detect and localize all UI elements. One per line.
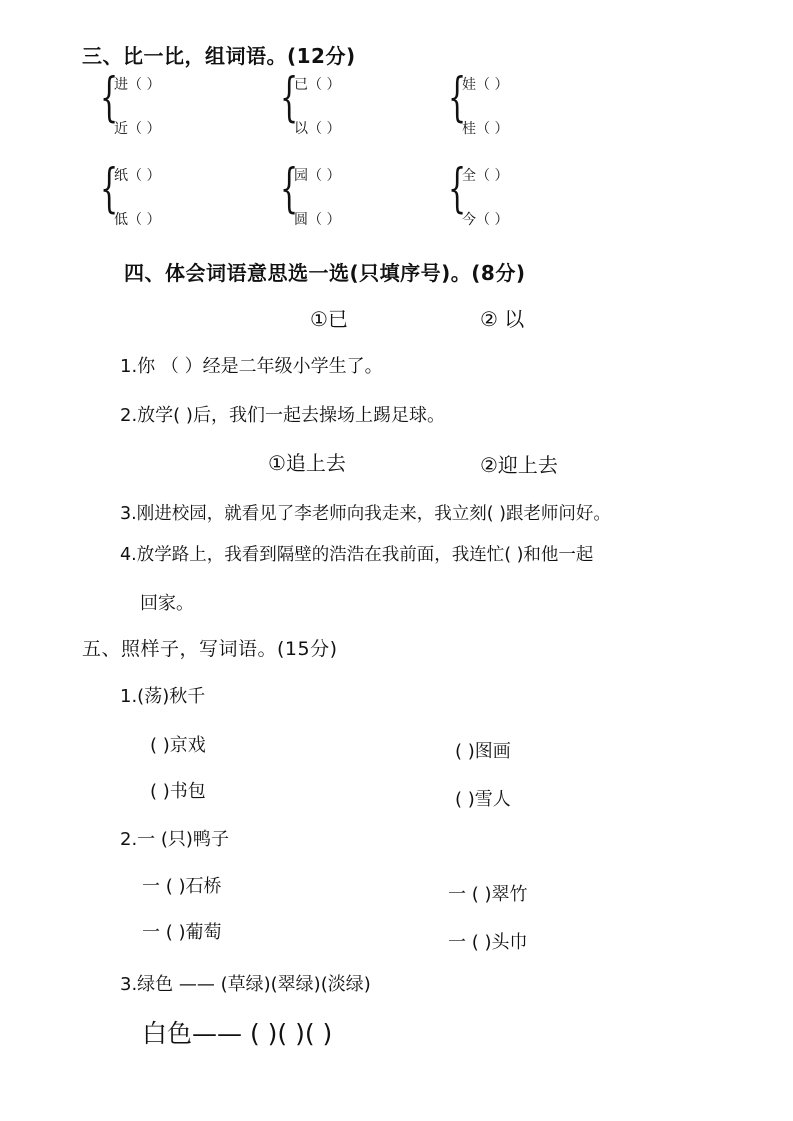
part-1-item-3: ( )书包 — [150, 781, 206, 802]
part-2-item-3: 一 ( )葡萄 — [142, 922, 222, 943]
brace-icon: { — [100, 68, 119, 128]
option-1: ①已 — [310, 307, 348, 331]
word-pair-1 — [100, 68, 210, 137]
word-pair-top: 纸（ ） — [114, 168, 161, 184]
word-pair-6 — [448, 159, 558, 228]
section-3-heading: 三、比一比，组词语。(12分) — [82, 44, 356, 68]
word-pair-bottom: 近（ ） — [114, 121, 161, 137]
part-3-answer-line: 白色—— ( )( )( ) — [142, 1019, 333, 1048]
brace-icon: { — [100, 159, 119, 219]
word-pair-bottom: 圆（ ） — [294, 212, 341, 228]
word-pair-top: 娃（ ） — [462, 77, 509, 93]
option-4: ②迎上去 — [480, 453, 558, 477]
word-pair-bottom: 今（ ） — [462, 212, 509, 228]
option-2: ② 以 — [480, 307, 525, 331]
brace-icon: { — [280, 159, 299, 219]
word-pair-top: 已（ ） — [294, 77, 341, 93]
word-pair-bottom: 以（ ） — [294, 121, 341, 137]
part-2-item-1: 一 ( )石桥 — [142, 876, 222, 897]
brace-icon: { — [448, 68, 467, 128]
question-4: 4.放学路上，我看到隔壁的浩浩在我前面，我连忙( )和他一起 — [120, 545, 594, 565]
section-4-heading: 四、体会词语意思选一选(只填序号)。(8分) — [124, 261, 526, 285]
word-pair-2 — [280, 68, 390, 137]
part-2-item-4: 一 ( )头巾 — [448, 932, 528, 953]
word-pair-top: 全（ ） — [462, 168, 509, 184]
part-1-item-1: ( )京戏 — [150, 735, 206, 756]
question-4-continued: 回家。 — [140, 593, 194, 614]
option-3: ①追上去 — [268, 451, 346, 475]
part-1-item-4: ( )雪人 — [455, 789, 511, 810]
question-1: 1.你 （ ）经是二年级小学生了。 — [120, 356, 383, 377]
question-3: 3.刚进校园，就看见了李老师向我走来，我立刻( )跟老师问好。 — [120, 504, 611, 524]
brace-icon: { — [280, 68, 299, 128]
word-pair-bottom: 桂（ ） — [462, 121, 509, 137]
section-5-heading: 五、照样子，写词语。(15分) — [82, 638, 338, 660]
word-pair-4 — [100, 159, 210, 228]
part-2-example: 2.一 (只)鸭子 — [120, 829, 229, 850]
part-3-example: 3.绿色 —— (草绿)(翠绿)(淡绿) — [120, 974, 371, 995]
brace-icon: { — [448, 159, 467, 219]
part-1-example: 1.(荡)秋千 — [120, 686, 206, 707]
word-pair-top: 园（ ） — [294, 168, 341, 184]
word-pair-bottom: 低（ ） — [114, 212, 161, 228]
word-pair-5 — [280, 159, 390, 228]
word-pair-3 — [448, 68, 558, 137]
word-pair-top: 进（ ） — [114, 77, 161, 93]
question-2: 2.放学( )后，我们一起去操场上踢足球。 — [120, 405, 445, 426]
part-2-item-2: 一 ( )翠竹 — [448, 884, 528, 905]
part-1-item-2: ( )图画 — [455, 741, 511, 762]
